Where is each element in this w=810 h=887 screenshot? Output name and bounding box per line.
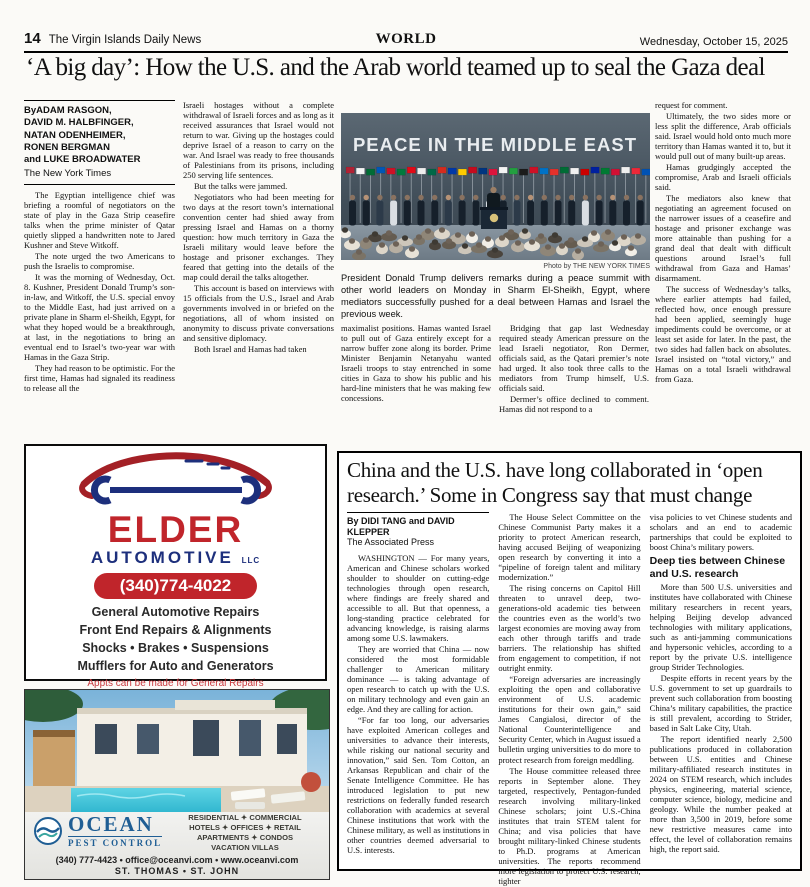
article1-column-1: [24, 100, 175, 394]
ocean-brand-sub: PEST CONTROL: [68, 838, 163, 848]
photo-credit: Photo by THE NEW YORK TIMES: [543, 263, 650, 270]
elder-service-item: Mufflers for Auto and Generators: [77, 658, 274, 673]
article2-byline: [347, 512, 489, 548]
byline-line: By DIDI TANG and DAVID KLEPPER: [347, 516, 455, 537]
article-paragraph: Both Israel and Hamas had taken: [194, 344, 307, 355]
elder-service-item: Shocks • Brakes • Suspensions: [82, 640, 269, 655]
ocean-service-item: HOTELS ✦ OFFICES ✦ RETAIL: [189, 823, 301, 833]
ocean-logo: [33, 814, 162, 848]
article-paragraph: “Foreign adversaries are increasingly exploiting the open and collaborative environment of U.S. academic institutions for their own gain,” said James Cangialosi, director of the National Counterintelligence and Security Center, which in August issued a bulletin urging universities to do more to protect research from foreign meddling.: [498, 674, 641, 765]
article-paragraph: The rising concerns on Capitol Hill threaten to unravel deep, two-generations-old academic ties between the countries even as the world’s two largest economies are moving away from each other through tariffs and trade barriers. The relationship has shifted from engagement to competition, if not outright enmity.: [498, 583, 641, 674]
article-paragraph: They are worried that China — now considered the most formidable challenger to American military dominance — is taking advantage of open research to catch up with the U.S. on military technology and even gain an edge. And they are calling for action.: [347, 644, 490, 715]
article-paragraph: visa policies to vet Chinese students and scholars and an end to academic partnerships that could be exploited to boost China’s military powers.: [649, 512, 792, 553]
article-paragraph: maximalist positions. Hamas wanted Israel to pull out of Gaza entirely except for a narrow buffer zone along its border. Prime Minister Benjamin Netanyahu wanted Israeli troops to stay entrenched in some cities in Gaza to show his public and his hard-line ministers that he was making few concessions.: [341, 323, 491, 404]
car-wrench-logo-icon: [66, 450, 286, 508]
article-paragraph: But the talks were jammed.: [194, 181, 288, 192]
ocean-contact: (340) 777-4423 • office@oceanvi.com • www.oceanvi.com: [55, 855, 299, 865]
ocean-brand-name: OCEAN: [68, 812, 154, 836]
article-paragraph: The mediators also knew that negotiating an agreement focused on the narrower issues of a ceasefire and hostage and prisoner exchange was more attainable than pushing for a grand deal that dealt with difficult questions around Israel’s full withdrawal from Gaza and Hamas’ disarmament.: [655, 193, 791, 284]
elder-llc-label: LLC: [241, 556, 261, 566]
elder-service-item: Front End Repairs & Alignments: [79, 623, 272, 638]
ocean-ad-band: [25, 812, 329, 879]
article-paragraph: Despite efforts in recent years by the U.S. government to set up guardrails to prevent such collaboration from boosting China’s military capabilities, the practice is still prevalent, according to Strider, based in Salt Lake City, Utah.: [649, 673, 792, 734]
elder-brand-sub: [26, 548, 325, 568]
article2-columns: [347, 512, 792, 887]
photo-caption: President Donald Trump delivers remarks during a peace summit with other world leaders on Monday in Sharm El-Sheikh, Egypt, where mediators successfully pushed for a deal between Hamas and Israel the previous week.: [341, 273, 650, 320]
issue-date: Wednesday, October 15, 2025: [639, 36, 788, 48]
section-title: WORLD: [375, 31, 437, 47]
ocean-service-item: APARTMENTS ✦ CONDOS: [196, 833, 294, 843]
article2-column-1: [347, 512, 489, 887]
ocean-logo-text: [68, 814, 162, 848]
summit-photo-graphic: [341, 113, 650, 260]
ocean-wave-icon: [33, 816, 63, 846]
ocean-locations: ST. THOMAS • ST. JOHN: [114, 866, 240, 876]
ocean-service-item: VACATION VILLAS: [211, 843, 279, 853]
byline-line: and LUKE BROADWATER: [24, 154, 141, 166]
article-paragraph: Hamas grudgingly accepted the compromise, Arab and Israeli officials said.: [655, 162, 791, 193]
article-paragraph: Dermer’s office declined to comment. Hamas did not respond to a: [499, 394, 649, 415]
article2-column-2: [498, 512, 640, 887]
elder-brand-name: ELDER: [107, 509, 244, 550]
elder-automotive-ad: [24, 444, 327, 690]
byline-line: NATAN ODENHEIMER,: [24, 129, 126, 141]
article1-headline: ‘A big day’: How the U.S. and the Arab world teamed up to seal the Gaza deal: [26, 54, 765, 81]
article1-byline: [24, 100, 175, 185]
article-paragraph: Negotiators who had been meeting for two days at the resort town’s international convention center had shied away from pressing Israel and Hamas on a thorny question: how much territory in Gaza the Israeli military would leave before the hostage and prisoner exchanges. They feared that getting into the details of the map could derail the talks altogether.: [183, 192, 334, 283]
elder-automotive-label: AUTOMOTIVE: [90, 548, 234, 568]
svg-text:PEACE IN THE MIDDLE EAST: PEACE IN THE MIDDLE EAST: [352, 134, 638, 155]
article-paragraph: They had reason to be optimistic. For the first time, Hamas had signaled its readiness to release all the: [24, 363, 175, 394]
china-article-box: [337, 451, 802, 886]
page-number: 14: [24, 30, 41, 47]
article2-headline: China and the U.S. have long collaborated in ‘open research.’ Some in Congress say that must change: [347, 458, 763, 507]
elder-services-list: [26, 604, 325, 675]
article-paragraph: request for comment.: [655, 100, 728, 110]
article1-column-4: [499, 323, 649, 415]
byline-line: DAVID M. HALBFINGER,: [24, 117, 134, 129]
ocean-services-list: [165, 813, 325, 853]
elder-service-item: General Automotive Repairs: [91, 605, 260, 620]
villa-photo: [25, 690, 329, 813]
byline-line: RONEN BERGMAN: [24, 142, 111, 154]
ocean-service-item: RESIDENTIAL ✦ COMMERCIAL: [188, 813, 302, 822]
article-paragraph: This account is based on interviews with 15 officials from the U.S., Israel and Arab governments involved in or briefed on the negotiations, all of whom insisted on anonymity to discuss private conversations and sensitive diplomacy.: [183, 283, 334, 344]
article-paragraph: WASHINGTON — For many years, American and Chinese scholars worked shoulder to shoulder on cutting-edge technologies through open research, where findings are freely shared and accessible to all. But that openness, a long-standing practice celebrated for advancing knowledge, is raising alarms among some U.S. lawmakers.: [347, 552, 490, 644]
article-paragraph: The success of Wednesday’s talks, where earlier attempts had failed, reflected how, once enough pressure had been applied, seemingly huge impediments could be overcome, or at least set aside for later. In the past, the two sides had fallen back on absolutes. Israel insisted on “total victory,” and Hamas on a total Israeli withdrawal from Gaza.: [655, 284, 791, 385]
byline-source: The Associated Press: [347, 537, 435, 548]
article-paragraph: It was the morning of Wednesday, Oct. 8. Kushner, President Donald Trump’s son-in-law, and Witkoff, the U.S. special envoy to the Middle East, had just arrived on a private plane in Sharm el-Sheikh, Egypt, for what they hoped would be a breakthrough, at last, in the negotiations to bring an eventual end to Israel’s two-year war with Hamas in the Gaza Strip.: [24, 272, 175, 363]
article-paragraph: Bridging that gap last Wednesday required steady American pressure on the lead Israeli negotiator, Ron Dermer, officials said, as the Qatari premier’s note had urged. It also took three calls to the mediators from Trump himself, U.S. officials said.: [499, 323, 649, 394]
article-paragraph: The House Select Committee on the Chinese Communist Party makes it a priority to protect American research, having accused Beijing of weaponizing open research by converting it into a “pipeline of foreign talent and military modernization.”: [498, 512, 641, 583]
article1-column-2: [183, 100, 334, 355]
article-paragraph: Israeli hostages without a complete withdrawal of Israeli forces and as long as it received assurances that Israel would not return to war. Giving up the hostages could deprive Israel of a reason to carry on the war. And Israel was ready to free thousands of Palestinians from its prisons, including 250 serving life sentences.: [183, 100, 334, 181]
article1-column-5: [655, 100, 791, 385]
byline-line: ByADAM RASGON,: [24, 105, 112, 116]
article1-column-3: [341, 323, 491, 404]
article2-column-3: [650, 512, 792, 887]
elder-note: Appts can be made for General Repairs: [87, 678, 264, 690]
article-paragraph: “For far too long, our adversaries have exploited American colleges and universities to advance their interests, while risking our national security and innovation,” said Sen. Tom Cotton, an Arkansas Republican and chair of the Senate Intelligence Committee. He has introduced legislation to put new restrictions on federally funded research collaboration with academics at several Chinese institutions that work with the Chinese military, as well as institutions in other countries deemed adversarial to U.S. interests.: [347, 715, 490, 856]
article-paragraph: The note urged the two Americans to push the Israelis to compromise.: [24, 251, 175, 272]
masthead: [24, 26, 788, 53]
summit-photo: [341, 113, 650, 260]
ocean-pest-control-ad: [24, 689, 330, 880]
byline-source: The New York Times: [24, 167, 112, 179]
newspaper-name: The Virgin Islands Daily News: [48, 34, 202, 46]
article-paragraph: The report identified nearly 2,500 publications produced in collaboration between U.S. entities and Chinese military-affiliated research institutes in 2024 on STEM research, which includes physics, engineering, material science, computer science, biology, medicine and geology. While the number peaked at more than 3,500 in 2019, before some new restrictive measures came into effect, the level of collaboration remains high, the report said.: [649, 734, 792, 855]
article-paragraph: The Egyptian intelligence chief was briefing a roomful of negotiators on the state of play in the Gaza Strip ceasefire talks when the prime minister of Qatar quietly slipped a handwritten note to Jared Kushner and Steve Witkoff.: [24, 190, 175, 251]
article-paragraph: The House committee released three reports in September alone. They targeted, respectively, Pentagon-funded research involving military-linked Chinese scholars; joint U.S.-China institutes that train STEM talent for China; and visa policies that have brought military-linked Chinese students to Ph.D. programs at American universities. The reports recommend more legislation to protect U.S. research, tighter: [498, 765, 641, 886]
article-paragraph: Ultimately, the two sides more or less split the difference, Arab officials said. Israel would hold onto much more territory than Hamas wanted it to, but it would pull out of many built-up areas.: [655, 111, 791, 162]
article-paragraph: More than 500 U.S. universities and institutes have collaborated with Chinese military researchers in recent years, helping Beijing develop advanced technologies with military applications, such as anti-jamming communications and hypersonic vehicles, according to a report by the private U.S. intelligence group Strider Technologies.: [649, 581, 792, 673]
article2-subhead: Deep ties between Chinese and U.S. research: [649, 555, 786, 580]
elder-phone: (340)774-4022: [94, 573, 258, 599]
